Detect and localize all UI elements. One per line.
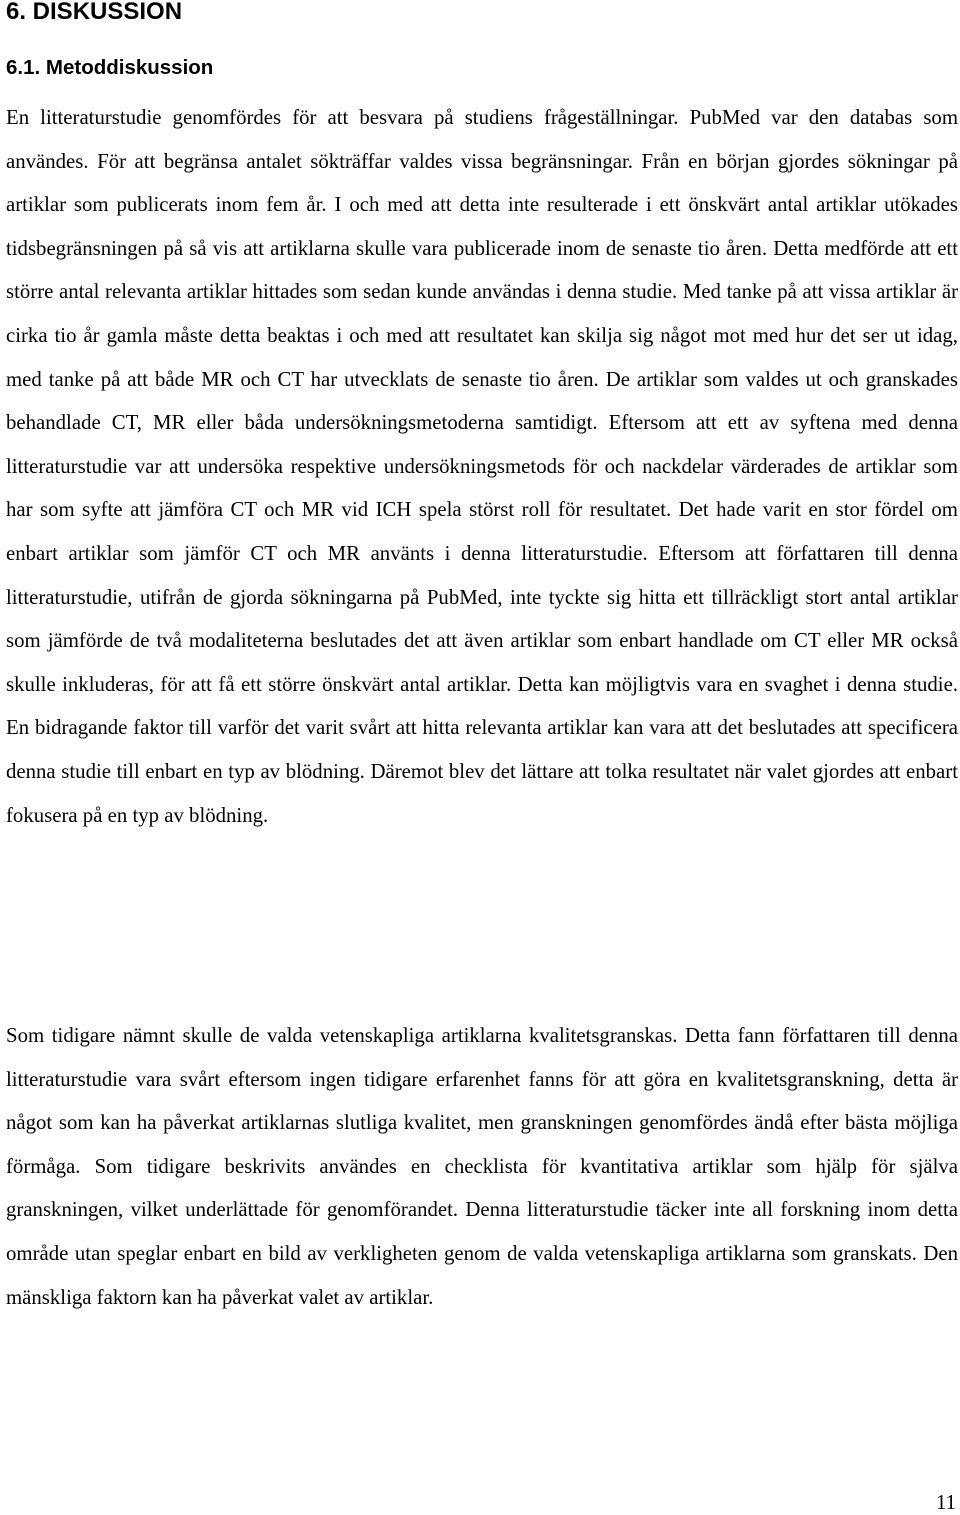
body-paragraph-1: En litteraturstudie genomfördes för att besvara på studiens frågeställningar. PubMed var den databas som användes. För att begränsa antalet sökträffar valdes vissa begränsningar. Från en början gjordes sökningar på artiklar som publicerats inom fem år. I och med att detta inte resulterade i ett önskvärt antal artiklar utökades tidsbegränsningen på så vis att artiklarna skulle vara publicerade inom de senaste tio åren. Detta medförde att ett större antal relevanta artiklar hittades som sedan kunde användas i denna studie. Med tanke på att vissa artiklar är cirka tio år gamla måste detta beaktas i och med att resultatet kan skilja sig något mot med hur det ser ut idag, med tanke på att både MR och CT har utvecklats de senaste tio åren. De artiklar som valdes ut och granskades behandlade CT, MR eller båda undersökningsmetoderna samtidigt. Eftersom att ett av syftena med denna litteraturstudie var att undersöka respektive undersökningsmetods för och nackdelar värderades de artiklar som har som syfte att jämföra CT och MR vid ICH spela störst roll för resultatet. Det hade varit en stor fördel om enbart artiklar som jämför CT och MR använts i denna litteraturstudie. Eftersom att författaren till denna litteraturstudie, utifrån de gjorda sökningarna på PubMed, inte tyckte sig hitta ett tillräckligt stort antal artiklar som jämförde de två modaliteterna beslutades det att även artiklar som enbart handlade om CT eller MR också skulle inkluderas, för att få ett större önskvärt antal artiklar. Detta kan möjligtvis vara en svaghet i denna studie. En bidragande faktor till varför det varit svårt att hitta relevanta artiklar kan vara att det beslutades att specificera denna studie till enbart en typ av blödning. Däremot blev det lättare att tolka resultatet när valet gjordes att enbart fokusera på en typ av blödning.: [6, 106, 958, 827]
section-heading: 6.1. Metoddiskussion: [6, 56, 214, 79]
chapter-heading: 6. DISKUSSION: [6, 0, 183, 25]
page-number: 11: [935, 1491, 956, 1514]
body-paragraph-2: Som tidigare nämnt skulle de valda vetenskapliga artiklarna kvalitetsgranskas. Detta fann författaren till denna litteraturstudie vara svårt eftersom ingen tidigare erfarenhet fanns för att göra en kvalitetsgranskning, detta är något som kan ha påverkat artiklarnas slutliga kvalitet, men granskningen genomfördes ändå efter bästa möjliga förmåga. Som tidigare beskrivits användes en checklista för kvantitativa artiklar som hjälp för själva granskningen, vilket underlättade för genomförandet. Denna litteraturstudie täcker inte all forskning inom detta område utan speglar enbart en bild av verkligheten genom de valda vetenskapliga artiklarna som granskats. Den mänskliga faktorn kan ha påverkat valet av artiklar.: [6, 1024, 958, 1309]
